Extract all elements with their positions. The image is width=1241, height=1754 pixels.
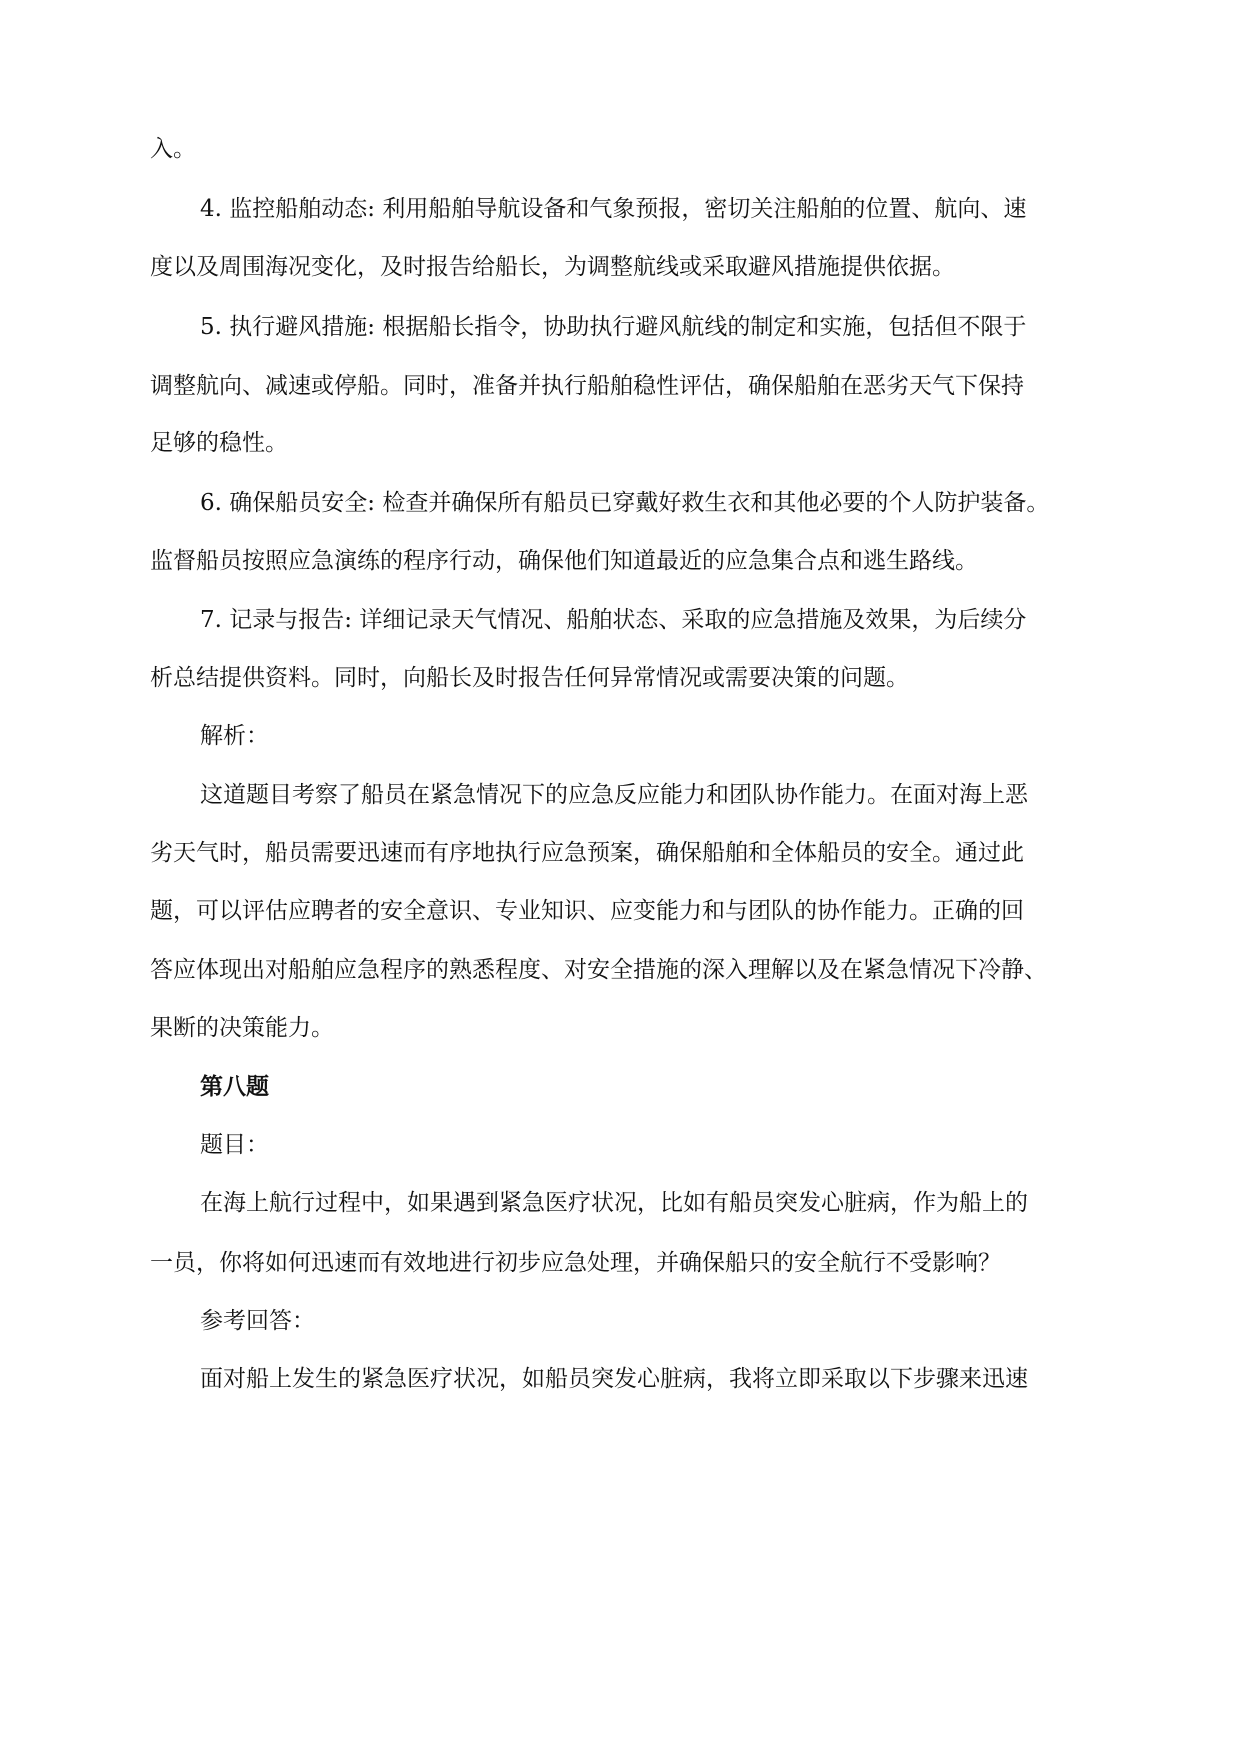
paragraph-line: 5. 执行避风措施: 根据船长指令，协助执行避风航线的制定和实施，包括但不限于 — [200, 314, 1027, 340]
section-label: 题目： — [200, 1132, 269, 1158]
question-heading: 第八题 — [200, 1074, 269, 1100]
paragraph-line: 7. 记录与报告: 详细记录天气情况、船舶状态、采取的应急措施及效果，为后续分 — [200, 607, 1027, 633]
paragraph-line: 4. 监控船舶动态: 利用船舶导航设备和气象预报，密切关注船舶的位置、航向、速 — [200, 196, 1027, 222]
paragraph-line: 题，可以评估应聘者的安全意识、专业知识、应变能力和与团队的协作能力。正确的回 — [150, 898, 1024, 924]
paragraph-line: 入。 — [150, 136, 196, 162]
paragraph-line: 这道题目考察了船员在紧急情况下的应急反应能力和团队协作能力。在面对海上恶 — [200, 782, 1028, 808]
paragraph-line: 度以及周围海况变化，及时报告给船长，为调整航线或采取避风措施提供依据。 — [150, 254, 955, 280]
paragraph-line: 调整航向、减速或停船。同时，准备并执行船舶稳性评估，确保船舶在恶劣天气下保持 — [150, 373, 1024, 399]
paragraph-line: 6. 确保船员安全: 检查并确保所有船员已穿戴好救生衣和其他必要的个人防护装备。 — [200, 490, 1050, 516]
paragraph-line: 答应体现出对船舶应急程序的熟悉程度、对安全措施的深入理解以及在紧急情况下冷静、 — [150, 957, 1047, 983]
paragraph-line: 在海上航行过程中，如果遇到紧急医疗状况，比如有船员突发心脏病，作为船上的 — [200, 1190, 1028, 1216]
paragraph-line: 监督船员按照应急演练的程序行动，确保他们知道最近的应急集合点和逃生路线。 — [150, 548, 978, 574]
paragraph-line: 一员，你将如何迅速而有效地进行初步应急处理，并确保船只的安全航行不受影响？ — [150, 1250, 1001, 1276]
paragraph-line: 析总结提供资料。同时，向船长及时报告任何异常情况或需要决策的问题。 — [150, 665, 909, 691]
paragraph-line: 面对船上发生的紧急医疗状况，如船员突发心脏病，我将立即采取以下步骤来迅速 — [200, 1366, 1028, 1392]
paragraph-line: 劣天气时，船员需要迅速而有序地执行应急预案，确保船舶和全体船员的安全。通过此 — [150, 840, 1024, 866]
section-label: 参考回答： — [200, 1308, 315, 1334]
paragraph-line: 果断的决策能力。 — [150, 1015, 334, 1041]
section-label: 解析： — [200, 723, 269, 749]
paragraph-line: 足够的稳性。 — [150, 430, 288, 456]
